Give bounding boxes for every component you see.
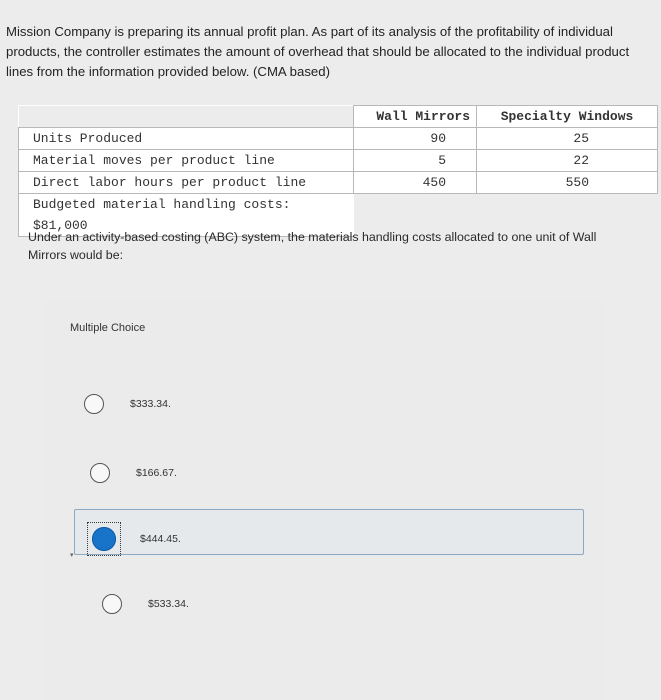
option-3[interactable] [126,519,181,559]
option-label: $533.34. [148,598,189,610]
cell-spec: 22 [477,150,658,172]
selection-marker-icon: ▾ [70,552,74,559]
option-1[interactable] [84,384,171,424]
row-label: Units Produced [19,128,354,150]
selected-radio-focus[interactable] [87,522,121,556]
option-4[interactable] [102,584,189,624]
radio-selected-icon[interactable] [92,527,116,551]
cell-wall: 5 [354,150,477,172]
cell-spec: 550 [477,172,658,194]
option-label: $444.45. [140,533,181,545]
multiple-choice-panel [44,300,604,700]
table-row [19,150,658,172]
option-label: $166.67. [136,467,177,479]
radio-unselected-icon[interactable] [84,394,104,414]
row-label: Material moves per product line [19,150,354,172]
cell-wall: 450 [354,172,477,194]
option-2[interactable] [90,453,177,493]
header-wall-mirrors: Wall Mirrors [354,106,477,128]
header-specialty-windows: Specialty Windows [477,106,658,128]
row-label: Direct labor hours per product line [19,172,354,194]
multiple-choice-label: Multiple Choice [70,322,146,334]
data-table [18,105,658,237]
option-label: $333.34. [130,398,171,410]
cell-spec: 25 [477,128,658,150]
budget-footer: Budgeted material handling costs: $81,000 [19,194,354,237]
table-row [19,128,658,150]
table-row [19,172,658,194]
cell-wall: 90 [354,128,477,150]
question-intro: Mission Company is preparing its annual profit plan. As part of its analysis of the profitability of individual products, the controller estimates the amount of overhead that should be allocated to the individual product lines from the information provided below. (CMA based) [6,24,630,79]
table-header-row [19,106,658,128]
table-header-blank [19,106,354,128]
question-prompt: Under an activity-based costing (ABC) system, the materials handling costs allocated to one unit of Wall Mirrors would be: [28,230,597,262]
radio-unselected-icon[interactable] [90,463,110,483]
radio-unselected-icon[interactable] [102,594,122,614]
